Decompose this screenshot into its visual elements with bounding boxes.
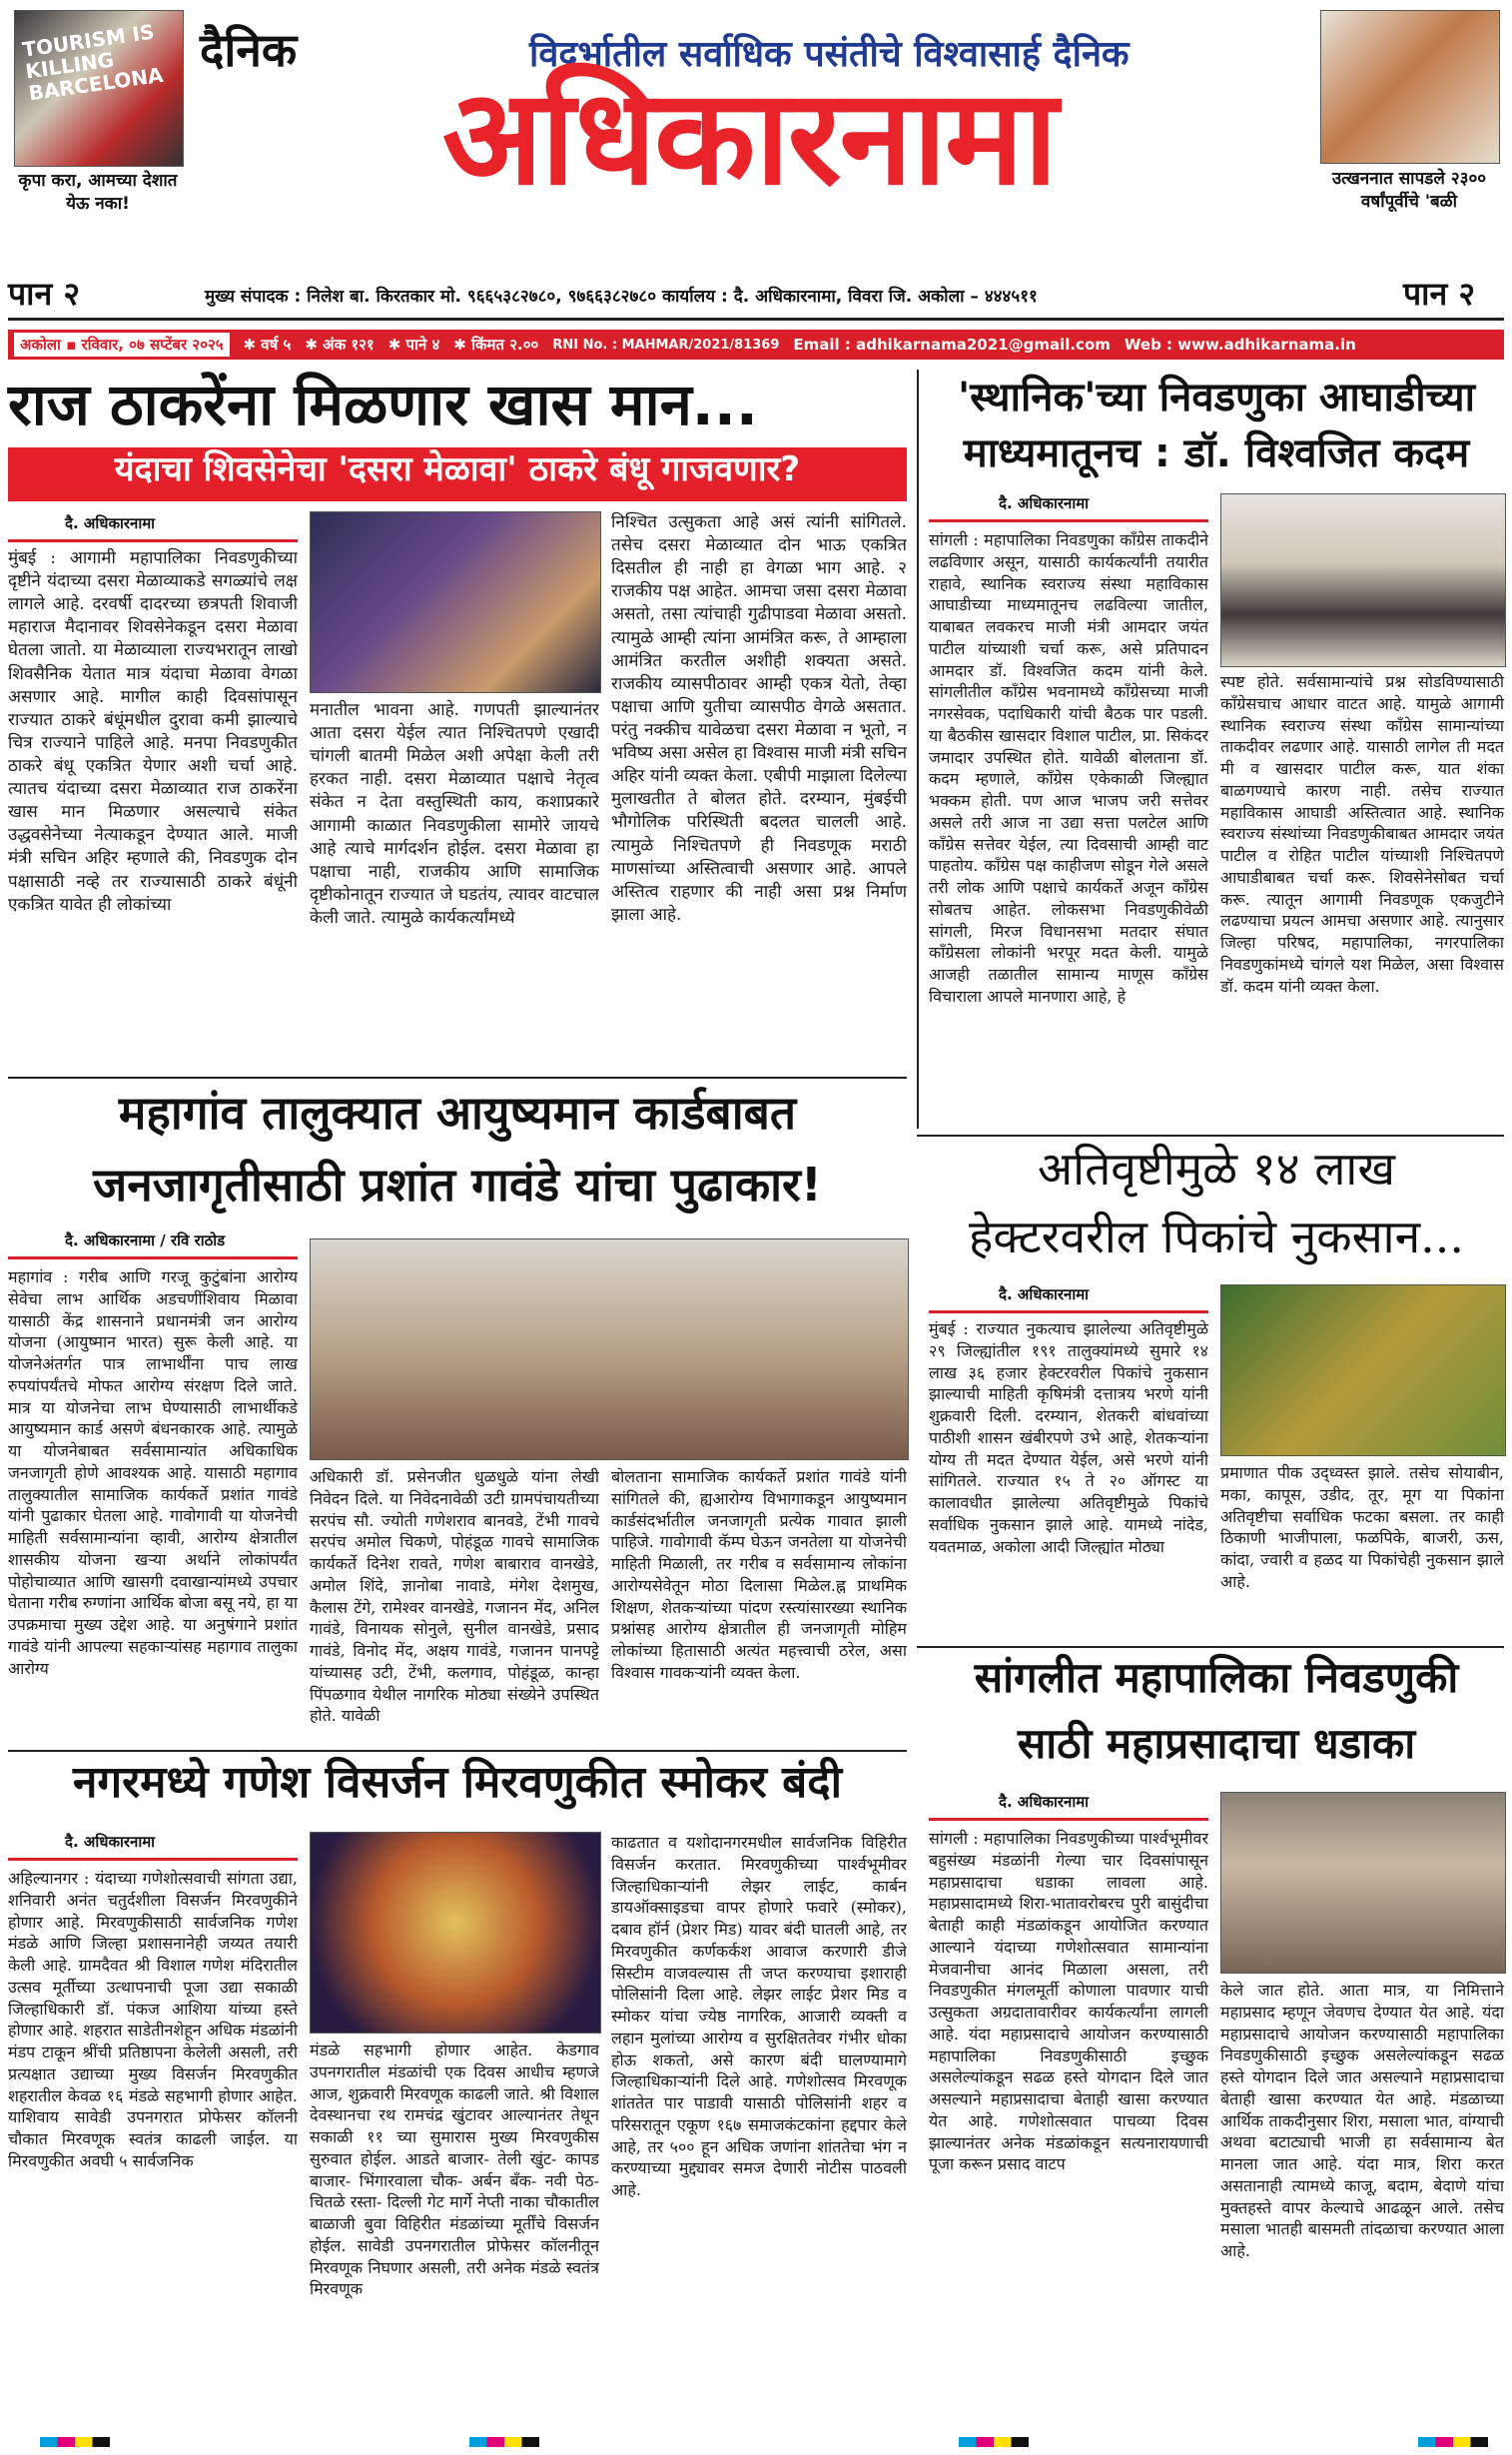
- rni-number: RNI No. : MAHMAR/2021/81369: [552, 337, 780, 353]
- thackeray-brothers-photo: [310, 511, 601, 693]
- crop-damage-photo: [1220, 1284, 1506, 1456]
- crops-col-2: प्रमाणात पीक उद्ध्वस्त झाले. तसेच सोयाबीन, मका, कापूस, उडीद, तूर, मूग या पिकांना अतिवृष्टीचा सर्वाधिक फटका बसला. तर काही ठिकाणी भाजीपाला, फळपिके, बाजरी, ऊस, कांदा, ज्वारी व हळद या पिकांचेही नुकसान झाले आहे.: [1220, 1463, 1504, 1591]
- issue-date: अकोला ▪ रविवार, ०७ सप्टेंबर २०२५: [14, 333, 230, 357]
- raj-col-2: मनातील भावना आहे. गणपती झाल्यानंतर आता दसरा येईल त्यात निश्चितपणे एखादी चांगली बातमी मिळेल अशी अपेक्षा केली तरी हरकत नाही. दसरा मेळाव्यात पक्षाचे नेतृत्व संकेत न देता वस्तुस्थिती काय, कशाप्रकारे आगामी काळात निवडणुकीला सामोरे जायचे आहे त्याचे मार्गदर्शन होईल. दसरा मेळावा हा पक्षाचा नाही, राजकीय आणि सामाजिक दृष्टीकोनातून राज्यात जे घडतंय, त्यावर वाटचाल केली जाते. त्यामुळे कार्यकर्त्यांमध्ये: [310, 700, 599, 928]
- kadam-byline-bar: [929, 519, 1208, 522]
- mahaprasad-photo: [1220, 1792, 1506, 1974]
- crops-headline-line2: हेक्टरवरील पिकांचे नुकसान...: [969, 1210, 1464, 1263]
- registration-swatch-1: [40, 2437, 110, 2447]
- website: Web : www.adhikarnama.in: [1124, 336, 1356, 354]
- masthead-tagline: विदर्भातील सर्वाधिक पसंतीचे विश्वासार्ह दैनिक: [529, 34, 1130, 75]
- crops-byline-bar: [929, 1310, 1208, 1313]
- ganesh-idol-photo: [310, 1832, 601, 2034]
- ayushman-col-1: महागांव : गरीब आणि गरजू कुटुंबांना आरोग्य सेवेचा लाभ आर्थिक अडचणींशिवाय मिळावा यासाठी केंद्र शासनाने प्रधानमंत्री जन आरोग्य योजना (आयुष्मान भारत) सुरू केली आहे. या योजनेअंतर्गत पात्र लाभार्थींना पाच लाख रुपयांपर्यंतचे मोफत आरोग्य संरक्षण दिले जाते. मात्र या योजनेचा लाभ घेण्यासाठी लाभार्थीकडे आयुष्यमान कार्ड असणे बंधनकारक आहे. त्यामुळे या योजनेबाबत सर्वसामान्यांत अधिकाधिक जनजागृती होणे आवश्यक आहे. यासाठी महागाव तालुक्यातील सामाजिक कार्यकर्ते प्रशांत गावंडे यांनी पुढाकार घेतला आहे. गावोगावी या योजनेची माहिती सर्वसामान्यांना व्हावी, आरोग्य क्षेत्रातील शासकीय योजना खऱ्या अर्थाने लोकांपर्यंत पोहोचाव्यात आणि खासगी दवाखान्यांमध्ये उपचार घेताना गरीब रुग्णांना आर्थिक बोजा बसू नये, हा या उपक्रमाचा मुख्य उद्देश आहे. या अनुषंगाने प्रशांत गावंडे यांनी आपल्या सहकाऱ्यांसह महागाव तालुका आरोग्य: [8, 1267, 298, 1678]
- vishwajit-kadam-photo: [1220, 493, 1506, 667]
- raj-headline: राज ठाकरेंना मिळणार खास मान...: [8, 371, 758, 438]
- right-photo-caption: उत्खननात सापडले २३०० वर्षांपूर्वीचे 'बळी: [1331, 169, 1487, 212]
- raj-col-3: निश्चित उत्सुकता आहे असं त्यांनी सांगितले. तसेच दसरा मेळाव्यात दोन भाऊ एकत्रित दिसतील ही नाही हा वेगळा भाग आहे. २ राजकीय पक्ष आहेत. आमचा जसा दसरा मेळावा असतो, तसा त्यांचाही गुढीपाडवा मेळावा असतो. त्यामुळे आम्ही त्यांना आमंत्रित करू, ते आम्हाला आमंत्रित करतील अशीही शक्यता असते. राजकीय व्यासपीठावर आम्ही एकत्र येतो, तेव्हा पक्षाचा आणि युतीचा व्यासपीठ वेगळे असतात. परंतु नक्कीच यावेळचा दसरा मेळावा न भूतो, न भविष्य असा असेल हा विश्वास माजी मंत्री सचिन अहिर यांनी व्यक्त केला. एबीपी माझाला दिलेल्या मुलाखतीत ते बोलत होते. दरम्यान, मुंबईची भौगोलिक परिस्थिती बदलत चालली आहे. त्यामुळे निश्चितपणे ही निवडणूक मराठी माणसांच्या अस्तित्वाची असणार आहे. आपले अस्तित्व राहणार की नाही असा प्रश्न निर्माण झाला आहे.: [611, 512, 907, 925]
- tourism-protest-photo: [14, 10, 184, 167]
- ganesh-byline-bar: [8, 1858, 298, 1861]
- sangli-byline-bar: [929, 1818, 1208, 1821]
- masthead-rule: [8, 318, 1504, 321]
- ayushman-col-3: बोलताना सामाजिक कार्यकर्ते प्रशांत गावंडे यांनी सांगितले की, ह्यआरोग्य विभागाकडून आयुष्यमान कार्डसंदर्भातील जनजागृती प्रत्येक गावात झाली पाहिजे. गावोगावी कॅम्प घेऊन जनतेला या योजनेची माहिती मिळाली, तर गरीब व सर्वसामान्य लोकांना आरोग्यसेवेतून मोठा दिलासा मिळेल.ह्न प्राथमिक शिक्षण, शेतकऱ्यांच्या पांदण रस्त्यांसारख्या स्थानिक प्रश्नांसह आरोग्य क्षेत्रातील ही जनजागृती मोहिम लोकांच्या हितासाठी अत्यंत महत्त्वाची ठरेल, असा विश्वास गावकऱ्यांनी व्यक्त केला.: [611, 1467, 907, 1682]
- left-photo-caption: कृपा करा, आमच्या देशात येऊ नका!: [18, 171, 178, 214]
- raj-byline: दै. अधिकारनामा: [65, 514, 156, 532]
- info-strip: [8, 330, 1504, 360]
- right-column-divider: [917, 370, 919, 1129]
- ganesh-top-rule: [8, 1750, 907, 1752]
- page-number-right: पान २: [1403, 275, 1476, 313]
- ayushman-headline-line2: जनजागृतीसाठी प्रशांत गावंडे यांचा पुढाकार!: [93, 1158, 822, 1212]
- sangli-headline-line2: साठी महाप्रसादाचा धडाका: [1017, 1719, 1416, 1768]
- raj-col-1: मुंबई : आगामी महापालिका निवडणुकीच्या दृष्टीने यंदाच्या दसरा मेळाव्याकडे सगळ्यांचे लक्ष लागले आहे. दरवर्षी दादरच्या छत्रपती शिवाजी महाराज मैदानावर शिवसेनेकडून दसरा मेळावा घेतला जातो. या मेळाव्याला राज्यभरातून लाखो शिवसैनिक येतात मात्र यंदाचा मेळावा वेगळा असणार आहे. मागील काही दिवसांपासून राज्यात ठाकरे बंधूंमधील दुरावा कमी झाल्याचे चित्र राज्याने पाहिले आहे. मनपा निवडणुकीत ठाकरे बंधू एकत्रित येणार अशी चर्चा आहे. त्यातच यंदाच्या दसरा मेळाव्यात राज ठाकरेंना खास मान मिळणार असल्याचे संकेत उद्धवसेनेच्या नेत्याकडून देण्यात आले. माजी मंत्री सचिन अहिर म्हणाले की, निवडणुक दोन पक्षासाठी नव्हे तर राज्यासाठी ठाकरे बंधूंनी एकत्रित यावेत ही लोकांच्या: [8, 548, 298, 915]
- page-number-left: पान २: [8, 275, 81, 313]
- protest-sign-text: TOURISM IS KILLING BARCELONA: [20, 19, 165, 106]
- ganesh-col-3: काढतात व यशोदानगरमधील सार्वजनिक विहिरीत विसर्जन करतात. मिरवणुकीच्या पार्श्वभूमीवर जिल्हाधिकाऱ्यांनी लेझर लाईट, कार्बन डायऑक्साइडचा वापर होणारे फवारे (स्मोकर), दबाव हॉर्न (प्रेशर मिड) यावर बंदी घातली आहे, तर मिरवणुकीत कर्णकर्कश आवाज करणारी डीजे सिस्टीम वाजवल्यास ती जप्त करण्याचा इशाराही पोलिसांनी दिला आहे. लेझर लाईट प्रेशर मिड व स्मोकर यांचा ज्येष्ठ नागरिक, आजारी व्यक्ती व लहान मुलांच्या आरोग्य व सुरक्षिततेवर गंभीर धोका होऊ शकतो, असे कारण बंदी घालण्यामागे जिल्हाधिकाऱ्यांनी दिले आहे. गणेशोत्सव मिरवणूक शांततेत पार पाडावी यासाठी पोलिसांनी शहर व परिसरातून एकूण १६७ समाजकंटकांना हद्दपार केले आहे, तर ५०० हून अधिक जणांना शांततेचा भंग न करण्याच्या मुद्द्यावर समज देणारी नोटीस पाठवली आहे.: [611, 1833, 907, 2199]
- ayushman-byline: दै. अधिकारनामा / रवि राठोड: [65, 1231, 226, 1249]
- memorandum-photo: [310, 1238, 909, 1460]
- sangli-byline: दै. अधिकारनामा: [999, 1793, 1090, 1811]
- ayushman-col-2: अधिकारी डॉ. प्रसेनजीत धुळधुळे यांना लेखी निवेदन दिले. या निवेदनावेळी उटी ग्रामपंचायतीच्या सरपंच सौ. ज्योती गणेशराव बानवडे, टेंभी गावचे सरपंच अमोल चिकणे, पोहंडूळ गावचे सामाजिक कार्यकर्ते दिनेश रावते, गणेश बाबाराव वानखेडे, अमोल शिंदे, ज्ञानोबा नावाडे, मंगेश देशमुख, कैलास टेंगे, रामेश्वर वानखेडे, गजानन मेंद, अनिल गावंडे, विनायक सोनुले, सुनील वानखेडे, प्रसाद गावंडे, विनोद मेंद, अक्षय गावंडे, गजानन पानपट्टे यांच्यासह उटी, टेंभी, कलगाव, पोहंडूळ, कान्हा पिंपळगाव येथील नागरिक मोठ्या संख्येने उपस्थित होते. यावेळी: [310, 1467, 599, 1726]
- masthead-title: अधिकारनामा: [441, 61, 1057, 215]
- sangli-top-rule: [917, 1646, 1504, 1648]
- registration-swatch-3: [959, 2437, 1029, 2447]
- ganesh-col-1: अहिल्यानगर : यंदाच्या गणेशोत्सवाची सांगता उद्या, शनिवारी अनंत चतुर्दशीला विसर्जन मिरवणुकीने होणार आहे. मिरवणुकीसाठी सार्वजनिक गणेश मंडळे आणि जिल्हा प्रशासनानेही जय्यत तयारी केली आहे. ग्रामदैवत श्री विशाल गणेश मंदिरातील उत्सव मूर्तीच्या उत्थापनाची पूजा उद्या सकाळी जिल्हाधिकारी डॉ. पंकज आशिया यांच्या हस्ते होणार आहे. शहरात साडेतीनशेहून अधिक मंडळांनी मंडप टाकून श्रींची प्रतिष्ठापना केलेली असली, तरी प्रत्यक्षात उद्याच्या मुख्य विसर्जन मिरवणुकीत शहरातील केवळ १६ मंडळे सहभागी होणार आहेत. याशिवाय सावेडी उपनगरात प्रोफेसर कॉलनी चौकात मिरवणूक स्वतंत्र काढली जाईल. या मिरवणुकीत अवघी ५ सार्वजनिक: [8, 1869, 298, 2170]
- kadam-col-2: स्पष्ट होते. सर्वसामान्यांचे प्रश्न सोडविण्यासाठी काँग्रेसचाच आधार वाटत आहे. यामुळे आगामी स्थानिक स्वराज्य संस्था काँग्रेस सामान्यांच्या ताकदीवर लढणार आहे. यासाठी लागेल ती मदत मी व खासदार पाटील करू, यात शंका बाळगण्याचे कारण नाही. तसेच राज्यात महाविकास आघाडी अस्तित्वात आहे. स्थानिक स्वराज्य संस्थांच्या निवडणुकीबाबत आमदार जयंत पाटील व रोहित पाटील यांच्याशी निश्चितपणे आघाडीबाबत चर्चा करू. शिवसेनेसोबत चर्चा करू. त्यातून आगामी निवडणूक एकजुटीने लढण्याचा प्रयत्न आमचा असणार आहे. त्यानुसार जिल्हा परिषद, महापालिका, नगरपालिका निवडणुकांमध्ये चांगले यश मिळेल, असा विश्वास डॉ. कदम यांनी व्यक्त केला.: [1220, 672, 1504, 996]
- ayushman-byline-bar: [8, 1256, 298, 1259]
- excavation-photo: [1320, 10, 1500, 164]
- contact-email: Email : adhikarnama2021@gmail.com: [793, 336, 1111, 354]
- ayushman-top-rule: [8, 1077, 907, 1079]
- kadam-headline: 'स्थानिक'च्या निवडणुका आघाडीच्या माध्यमातूनच : डॉ. विश्वजित कदम: [958, 375, 1475, 476]
- crops-top-rule: [917, 1135, 1504, 1137]
- crops-headline-line1: अतिवृष्टीमुळे १४ लाख: [1038, 1142, 1395, 1196]
- ganesh-col-2: मंडळे सहभागी होणार आहेत. केडगाव उपनगरातील मंडळांची एक दिवस आधीच म्हणजे आज, शुक्रवारी मिरवणूक काढली जाते. श्री विशाल देवस्थानचा रथ रामचंद्र खुंटावर आल्यानंतर तेथून सकाळी ११ च्या सुमारास मुख्य मिरवणुकीस सुरुवात होईल. आडते बाजार- तेली खुंट- कापड बाजार- भिंगारवाला चौक- अर्बन बँक- नवी पेठ- चितळे रस्ता- दिल्ली गेट मार्गे नेप्ती नाका चौकातील बाळाजी बुवा विहिरीत मंडळांच्या मूर्तींचे विसर्जन होईल. सावेडी उपनगरातील प्रोफेसर कॉलनीतून मिरवणूक निघणार असली, तरी अनेक मंडळे स्वतंत्र मिरवणूक: [310, 2041, 599, 2299]
- raj-byline-bar: [8, 539, 298, 542]
- registration-swatch-4: [1418, 2437, 1488, 2447]
- issue-price: ✱ किंमत २.००: [453, 336, 539, 354]
- editor-line: मुख्य संपादक : निलेश बा. किरतकार मो. ९६६५३८२७८०, ९७६६३८२७८० कार्यालय : दै. अधिकारनामा, विवरा जि. अकोला – ४४४५११: [205, 287, 1038, 307]
- masthead-small-word: दैनिक: [200, 23, 298, 77]
- sangli-col-1: सांगली : महापालिका निवडणुकीच्या पार्श्वभूमीवर बहुसंख्य मंडळांनी गेल्या चार दिवसांपासून महाप्रसादाचा धडाका लावला आहे. महाप्रसादामध्ये शिरा-भातावरोबरच पुरी बासुंदीचा बेताही काही मंडळांकडून आयोजित करण्यात आल्याने यंदाच्या गणेशोत्सवात सामान्यांना मेजवानीचा आनंद मिळाला असला, तरी निवडणुकीत मंगलमूर्ती कोणाला पावणार याची उत्सुकता अग्रदातावारीवर कार्यकर्त्यांना लागली आहे. यंदा महाप्रसादाचे आयोजन करण्यासाठी महापालिका निवडणुकीसाठी इच्छुक असलेल्यांकडून सढळ हस्ते योगदान दिले जात असल्याने महाप्रसादाचा बेताही खासा करण्यात येत आहे. गणेशोत्सवात पाचव्या दिवस झाल्यानंतर अनेक मंडळांकडून सत्यनारायणाची पूजा करून प्रसाद वाटप: [929, 1829, 1208, 2174]
- issue-year: ✱ वर्ष ५: [243, 336, 292, 354]
- sangli-headline-line1: सांगलीत महापालिका निवडणुकी: [974, 1653, 1459, 1702]
- crops-byline: दै. अधिकारनामा: [999, 1285, 1090, 1303]
- registration-swatch-2: [469, 2437, 539, 2447]
- raj-subheadline: यंदाचा शिवसेनेचा 'दसरा मेळावा' ठाकरे बंधू गाजवणार?: [8, 447, 907, 501]
- ganesh-headline: नगरमध्ये गणेश विसर्जन मिरवणुकीत स्मोकर बंदी: [72, 1757, 843, 1808]
- sangli-col-2: केले जात होते. आता मात्र, या निमित्ताने महाप्रसाद म्हणून जेवणच देण्यात येत आहे. यंदा महाप्रसादाचे आयोजन करण्यासाठी महापालिका निवडणुकीसाठी इच्छुक असलेल्यांकडून सढळ हस्ते योगदान दिले जात असल्याने महाप्रसादाचा बेताही खासा करण्यात येत आहे. मंडळाच्या आर्थिक ताकदीनुसार शिरा, मसाला भात, वांग्याची अथवा बटाट्याची भाजी हा सर्वसामान्य बेत मानला जात आहे. यंदा मात्र, शिरा करत असतानाही त्यामध्ये काजू, बदाम, बेदाणे यांचा मुक्तहस्ते वापर केल्याचे आढळून आले. तसेच मसाला भातही बासमती तांदळाचा करण्यात आला आहे.: [1220, 1981, 1504, 2260]
- kadam-col-1: सांगली : महापालिका निवडणुका काँग्रेस ताकदीने लढविणार असून, यासाठी कार्यकर्त्यांनी तयारीत राहावे, स्थानिक स्वराज्य संस्था महाविकास आघाडीच्या माध्यमातूनच लढविल्या जातील, याबाबत लवकरच माजी मंत्री आमदार जयंत पाटील यांच्याशी चर्चा करू, असे प्रतिपादन आमदार डॉ. विश्वजित कदम यांनी केले. सांगलीतील काँग्रेस भवनामध्ये काँग्रेसच्या माजी नगरसेवक, पदाधिकारी यांची बैठक पार पडली. या बैठकीस खासदार विशाल पाटील, प्रा. सिकंदर जमादार उपस्थित होते. यावेळी बोलताना डॉ. कदम म्हणाले, काँग्रेस एकेकाळी जिल्ह्यात भक्कम होती. पण आज भाजप जरी सत्तेवर असले तरी आज ना उद्या सत्ता पलटेल आणि काँग्रेस सत्तेवर येईल, त्या दिवसाची आम्ही वाट पाहतोय. काँग्रेस पक्ष काहीजण सोडून गेले असले तरी लोक आणि पक्षाचे कार्यकर्ते अजून काँग्रेस सोबतच आहेत. लोकसभा निवडणुकीवेळी सांगली, मिरज विधानसभा मतदार संघात काँग्रेसला लोकांनी भरपूर मदत केली. यामुळे आजही तळातील सामान्य माणूस काँग्रेस विचाराला आपले मानणारा आहे, हे: [929, 530, 1208, 1006]
- issue-number: ✱ अंक १२१: [305, 336, 375, 354]
- crops-col-1: मुंबई : राज्यात नुकत्याच झालेल्या अतिवृष्टीमुळे २९ जिल्ह्यांतील १९१ तालुक्यांमध्ये सुमारे १४ लाख ३६ हजार हेक्टरवरील पिकांचे नुकसान झाल्याची माहिती कृषिमंत्री दत्तात्रय भरणे यांनी शुक्रवारी दिली. दरम्यान, शेतकरी बांधवांच्या पाठीशी शासन खंबीरपणे उभे आहे, शेतकऱ्यांना योग्य ती मदत देण्यात येईल, असे भरणे यांनी सांगितले. राज्यात १५ ते २० ऑगस्ट या कालावधीत झालेल्या अतिवृष्टीमुळे पिकांचे सर्वाधिक नुकसान झाले आहे. यामध्ये नांदेड, यवतमाळ, अकोला आदी जिल्ह्यांत मोठ्या: [929, 1319, 1208, 1556]
- page-count: ✱ पाने ४: [387, 336, 440, 354]
- ganesh-byline: दै. अधिकारनामा: [65, 1833, 156, 1851]
- kadam-byline: दै. अधिकारनामा: [999, 494, 1090, 512]
- ayushman-headline-line1: महागांव तालुक्यात आयुष्यमान कार्डबाबत: [118, 1086, 797, 1140]
